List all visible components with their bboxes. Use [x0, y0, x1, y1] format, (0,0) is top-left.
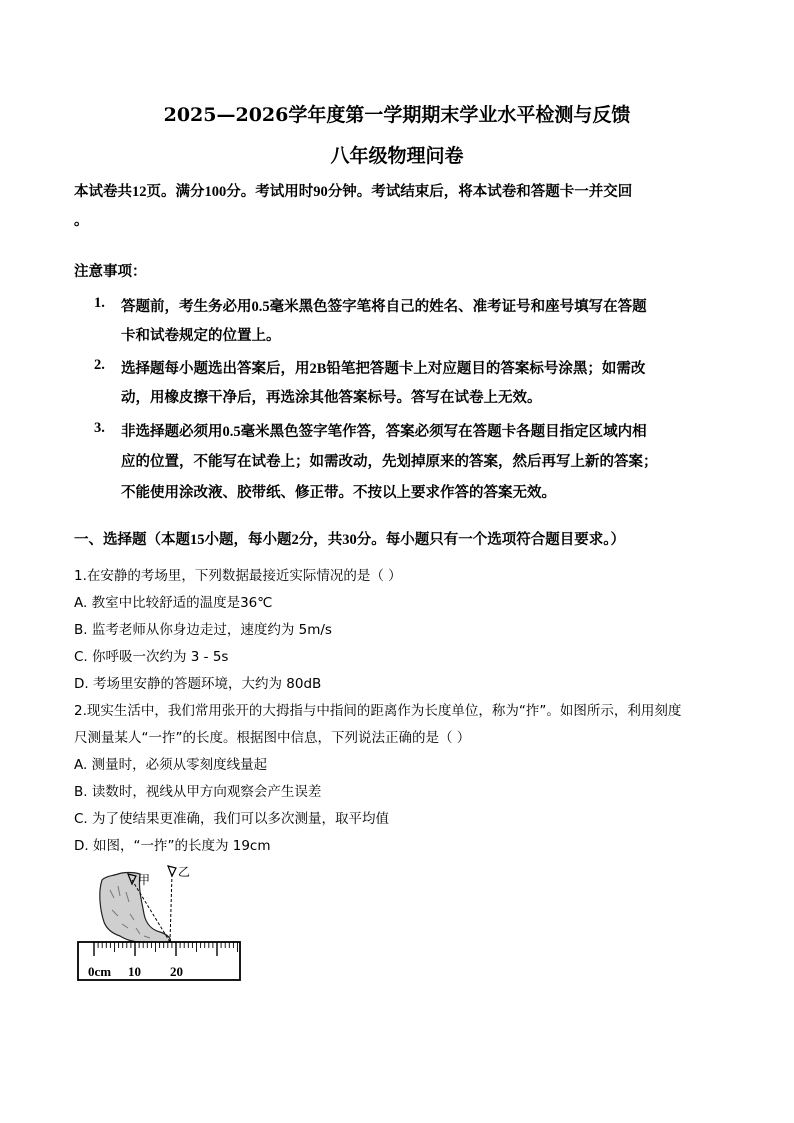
q2-stem-line-1: 2.现实生活中，我们常用张开的大拇指与中指间的距离作为长度单位，称为“拃”。如图所示，利用刻度 [74, 703, 682, 719]
label-yi: 乙 [178, 865, 191, 879]
ruler-label-20: 20 [170, 964, 183, 979]
notice-item-2-line-2: 动，用橡皮擦干净后，再选涂其他答案标号。答写在试卷上无效。 [121, 390, 542, 406]
notice-item-2-number: 2. [94, 357, 105, 373]
q2-stem-line-2: 尺测量某人“一拃”的长度。根据图中信息，下列说法正确的是（ ） [74, 730, 471, 746]
exam-title: 2025—2026学年度第一学期期末学业水平检测与反馈 [163, 104, 631, 126]
intro-line-1: 本试卷共12页。满分100分。考试用时90分钟。考试结束后，将本试卷和答题卡一并交回 [74, 184, 633, 200]
hand-illustration [100, 873, 171, 944]
q2-option-a: A. 测量时，必须从零刻度线量起 [74, 757, 268, 773]
q2-option-c: C. 为了使结果更准确，我们可以多次测量，取平均值 [74, 811, 390, 827]
notice-item-2-line-1: 选择题每小题选出答案后，用2B铅笔把答题卡上对应题目的答案标号涂黑；如需改 [121, 361, 646, 377]
sight-line-yi [170, 874, 172, 942]
q1-option-d: D. 考场里安静的答题环境，大约为 80dB [74, 676, 322, 692]
notice-item-1-number: 1. [94, 295, 105, 311]
notice-heading: 注意事项： [74, 264, 147, 280]
q2-option-d: D. 如图，“一拃”的长度为 19cm [74, 838, 271, 854]
exam-subtitle: 八年级物理问卷 [330, 145, 464, 167]
ruler-label-0: 0cm [88, 964, 112, 979]
notice-item-3-line-1: 非选择题必须用0.5毫米黑色签字笔作答，答案必须写在答题卡各题目指定区域内相 [121, 424, 647, 440]
notice-item-1-line-2: 卡和试卷规定的位置上。 [121, 328, 281, 344]
ruler-hand-figure [74, 862, 244, 984]
notice-item-1-line-1: 答题前，考生务必用0.5毫米黑色签字笔将自己的姓名、准考证号和座号填写在答题 [121, 299, 647, 315]
q1-stem: 1.在安静的考场里，下列数据最接近实际情况的是（ ） [74, 568, 402, 584]
notice-item-3-line-3: 不能使用涂改液、胶带纸、修正带。不按以上要求作答的答案无效。 [121, 485, 556, 501]
q1-option-a: A. 教室中比较舒适的温度是36℃ [74, 595, 273, 611]
section-1-heading: 一、选择题（本题15小题，每小题2分，共30分。每小题只有一个选项符合题目要求。） [74, 532, 625, 548]
intro-line-2: 。 [74, 213, 89, 229]
notice-item-3-number: 3. [94, 420, 105, 436]
ruler-label-10: 10 [128, 964, 141, 979]
q1-option-b: B. 监考老师从你身边走过，速度约为 5m/s [74, 622, 332, 638]
label-jia: 甲 [138, 873, 151, 887]
notice-item-3-line-2: 应的位置，不能写在试卷上；如需改动，先划掉原来的答案，然后再写上新的答案； [121, 454, 658, 470]
q1-option-c: C. 你呼吸一次约为 3 - 5s [74, 649, 229, 665]
q2-option-b: B. 读数时，视线从甲方向观察会产生误差 [74, 784, 322, 800]
eye-yi-icon [168, 866, 176, 876]
